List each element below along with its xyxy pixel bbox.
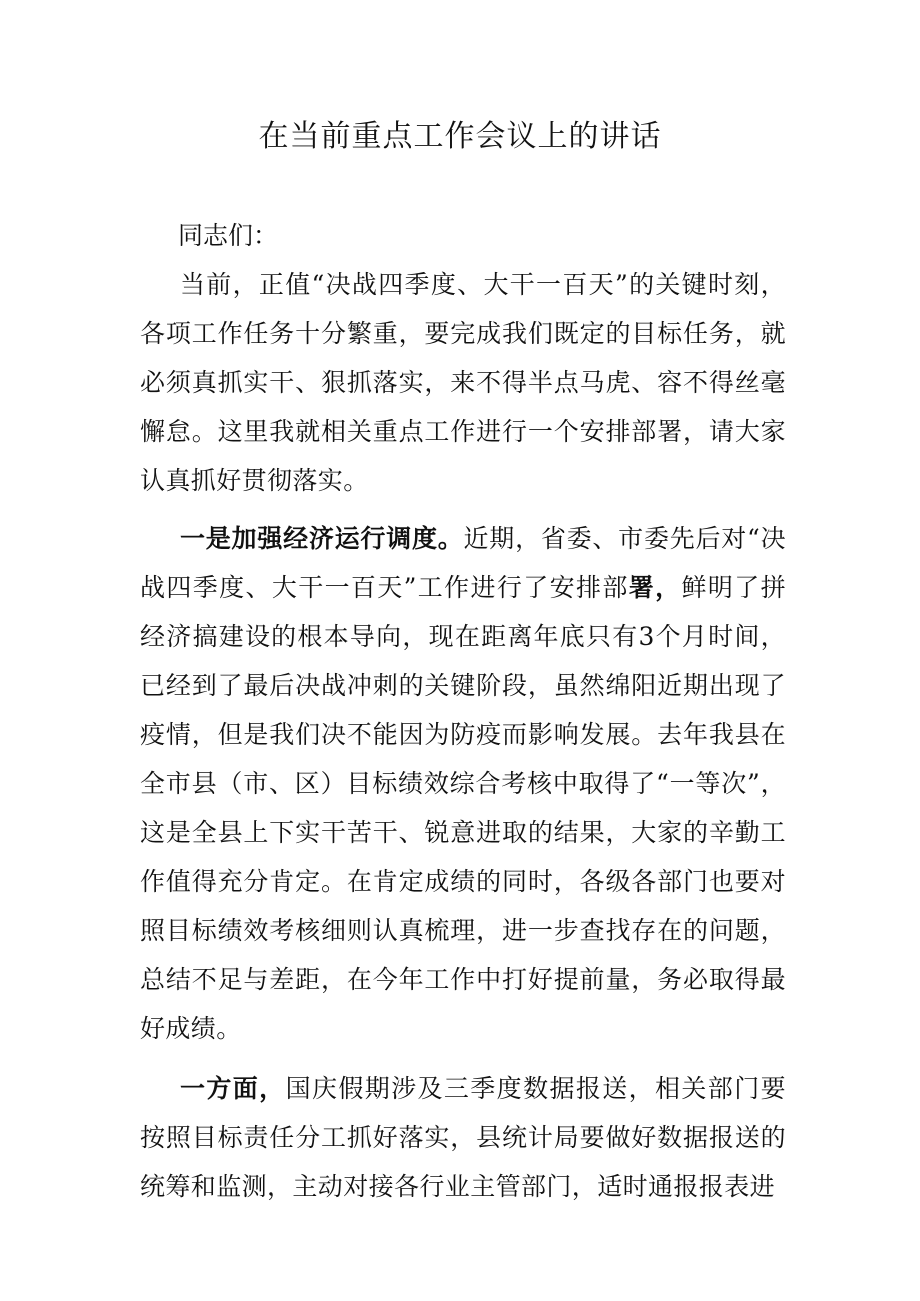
paragraph-economy	[140, 514, 786, 1053]
paragraph-first-aspect-lead: 一方面，	[180, 1074, 286, 1103]
document-body	[140, 211, 786, 1211]
paragraph-first-aspect	[140, 1064, 786, 1211]
document-title: 在当前重点工作会议上的讲话	[258, 119, 662, 154]
paragraph-first-aspect-text: 国庆假期涉及三季度数据报送，相关部门要按照目标责任分工抓好落实，县统计局要做好数据报送的统筹和监测，主动对接各行业主管部门，适时通报报表进	[140, 1074, 786, 1201]
paragraph-economy-lead: 一是加强经济运行调度。	[180, 524, 464, 553]
paragraph-intro	[140, 260, 786, 505]
paragraph-intro-text: 当前，正值“决战四季度、大干一百天”的关键时刻，各项工作任务十分繁重，要完成我们既定的目标任务，就必须真抓实干、狠抓落实，来不得半点马虎、容不得丝毫懈怠。这里我就相关重点工作进行一个安排部署，请大家认真抓好贯彻落实。	[140, 270, 786, 495]
paragraph-economy-bold-char: 署，	[628, 573, 682, 602]
salutation: 同志们：	[178, 221, 279, 250]
paragraph-economy-text-b: 鲜明了拼经济搞建设的根本导向，现在距离年底只有3个月时间，已经到了最后决战冲刺的关键阶段，虽然绵阳近期出现了疫情，但是我们决不能因为防疫而影响发展。去年我县在全市县（市、区）目标绩效综合考核中取得了“一等次”，这是全县上下实干苦干、锐意进取的结果，大家的辛勤工作值得充分肯定。在肯定成绩的同时，各级各部门也要对照目标绩效考核细则认真梳理，进一步查找存在的问题，总结不足与差距，在今年工作中打好提前量，务必取得最好成绩。	[140, 573, 786, 1043]
paragraph-economy-text-a: 近期，省委、市委先后对“决战四季度、大干一百天”工作进行了安排部	[140, 524, 787, 602]
